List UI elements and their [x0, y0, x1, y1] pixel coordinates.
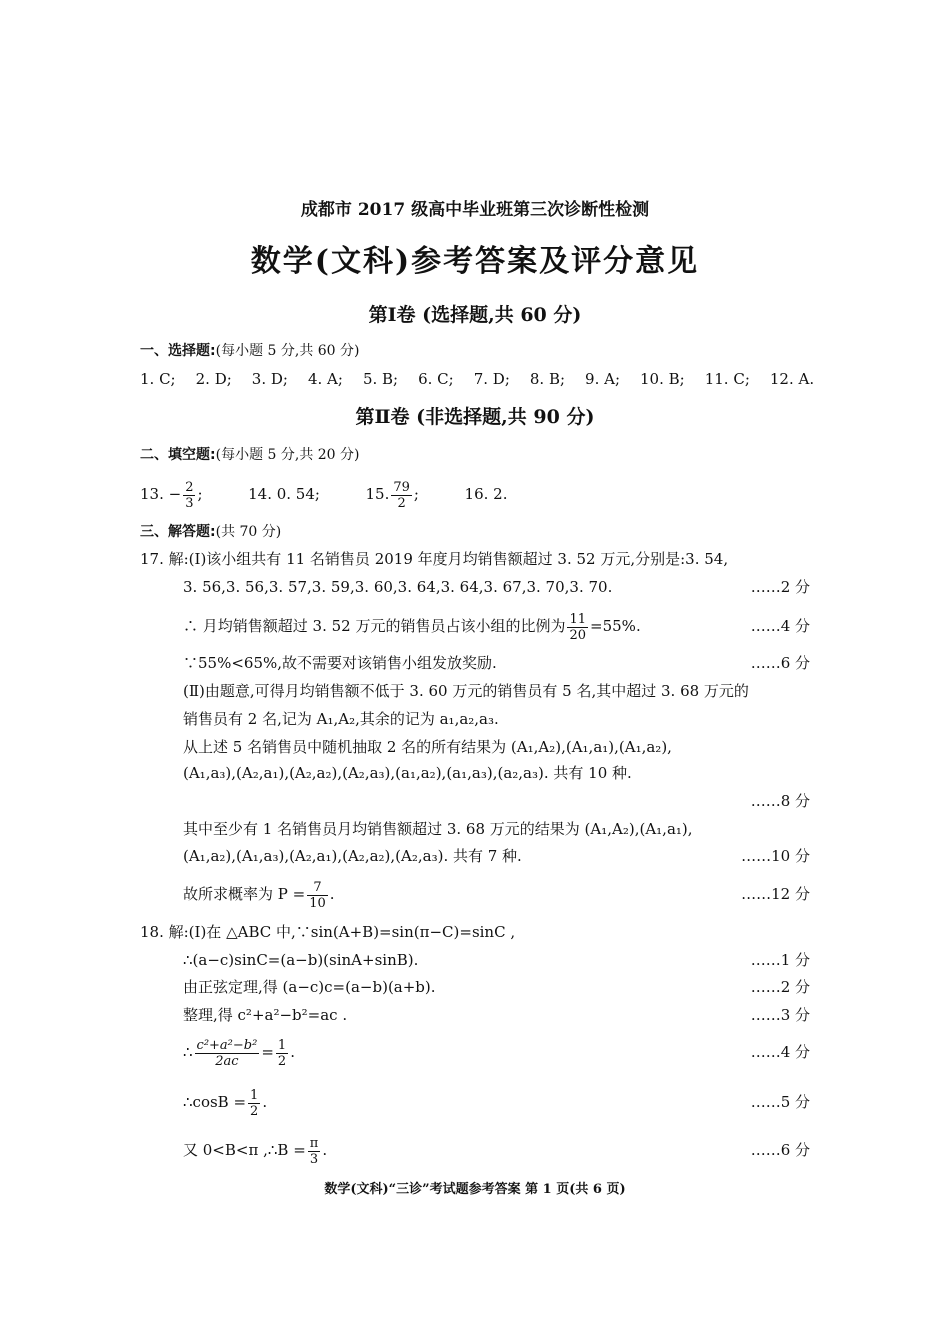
- fill-answers: [140, 474, 507, 514]
- choice-answer: 4. A;: [307, 370, 343, 388]
- q17-line-9: 其中至少有 1 名销售员月均销售额超过 3. 68 万元的结果为 (A₁,A₂),(A₁,a₁),: [183, 820, 693, 838]
- fraction: $\frac{1}{2}$: [277, 1037, 287, 1069]
- fill-answer-15: 15. $\frac{79}{2}$ ;: [365, 479, 419, 511]
- section-fill: [140, 444, 360, 465]
- fraction: $\frac{\pi}{3}$: [309, 1135, 319, 1167]
- score-mark: ……8 分: [750, 792, 810, 810]
- page-footer: 数学(文科)“三诊”考试题参考答案 第 1 页(共 6 页): [324, 1182, 626, 1197]
- q17-line-10: (A₁,a₂),(A₁,a₃),(A₂,a₁),(A₂,a₂),(A₂,a₃). 共有 7 种.: [183, 847, 522, 865]
- score-mark: ……2 分: [750, 978, 810, 996]
- q18-line-1: 18. 解:(Ⅰ)在 △ABC 中,∵sin(A+B)=sin(π−C)=sinC ,: [140, 923, 516, 941]
- section-solve-note: (共 70 分): [215, 524, 282, 540]
- score-mark: ……1 分: [750, 951, 810, 969]
- choice-answer: 8. B;: [529, 370, 566, 388]
- q18-line-3: 由正弦定理,得 (a−c)c=(a−b)(a+b).: [183, 978, 436, 996]
- choice-answers: [140, 369, 834, 389]
- choice-answer: 3. D;: [251, 370, 288, 388]
- section-solve: [140, 521, 281, 542]
- part2-heading: 第Ⅱ卷 (非选择题,共 90 分): [355, 406, 595, 428]
- score-mark: ……2 分: [750, 578, 810, 596]
- choice-answer: 6. C;: [418, 370, 454, 388]
- q17-line-8: (A₁,a₃),(A₂,a₁),(A₂,a₂),(A₂,a₃),(a₁,a₂),(a₁,a₃),(a₂,a₃). 共有 10 种.: [183, 764, 632, 782]
- section-fill-note: (每小题 5 分,共 20 分): [215, 447, 360, 463]
- fraction: $\frac{1}{2}$: [250, 1087, 259, 1119]
- choice-answer: 9. A;: [585, 370, 621, 388]
- q18-line-5: ∴ $\frac{\text{c²+a²−b²}}{2ac}$ = $\frac{1}{2}$ .: [183, 1037, 295, 1069]
- choice-answer: 11. C;: [704, 370, 750, 388]
- score-mark: ……4 分: [750, 1043, 810, 1061]
- choice-answer: 5. B;: [362, 370, 399, 388]
- fill-answer-14: 14. 0. 54;: [248, 485, 320, 503]
- section-choice: [140, 340, 360, 361]
- section-choice-label: 一、选择题:: [140, 343, 216, 359]
- choice-answer: 12. A.: [769, 370, 815, 388]
- score-mark: ……10 分: [741, 847, 810, 865]
- score-mark: ……12 分: [741, 885, 810, 903]
- fraction: $\frac{\text{c²+a²−b²}}{2ac}$: [196, 1037, 258, 1069]
- q18-line-6: ∴cosB = $\frac{1}{2}$ .: [183, 1087, 268, 1119]
- q17-line-4: ∵55%<65%,故不需要对该销售小组发放奖励.: [183, 654, 497, 672]
- fraction: $\frac{11}{20}$: [569, 611, 587, 643]
- q17-line-5: (Ⅱ)由题意,可得月均销售额不低于 3. 60 万元的销售员有 5 名,其中超过 3. 68 万元的: [183, 682, 749, 700]
- choice-answer: 7. D;: [473, 370, 510, 388]
- fill-answer-16: 16. 2.: [464, 485, 508, 503]
- document-title: 数学(文科)参考答案及评分意见: [250, 244, 700, 279]
- fraction: $\frac{2}{3}$: [185, 479, 194, 511]
- q17-line-7: 从上述 5 名销售员中随机抽取 2 名的所有结果为 (A₁,A₂),(A₁,a₁),(A₁,a₂),: [183, 738, 672, 756]
- exam-subtitle: 成都市 2017 级高中毕业班第三次诊断性检测: [300, 200, 650, 220]
- section-fill-label: 二、填空题:: [140, 447, 216, 463]
- score-mark: ……5 分: [750, 1093, 810, 1111]
- score-mark: ……6 分: [750, 1141, 810, 1159]
- score-mark: ……6 分: [750, 654, 810, 672]
- q17-line-11: 故所求概率为 P = $\frac{7}{10}$ .: [183, 879, 335, 911]
- choice-answer: 10. B;: [640, 370, 685, 388]
- score-mark: ……4 分: [750, 617, 810, 635]
- choice-answer: 1. C;: [140, 370, 176, 388]
- fill-answer-13: 13. − $\frac{2}{3}$ ;: [140, 479, 203, 511]
- section-solve-label: 三、解答题:: [140, 524, 216, 540]
- q18-line-2: ∴(a−c)sinC=(a−b)(sinA+sinB).: [183, 951, 419, 969]
- choice-answer: 2. D;: [195, 370, 232, 388]
- part1-heading: 第Ⅰ卷 (选择题,共 60 分): [368, 304, 582, 326]
- fraction: $\frac{7}{10}$: [309, 879, 326, 911]
- section-choice-note: (每小题 5 分,共 60 分): [215, 343, 360, 359]
- q18-line-4: 整理,得 c²+a²−b²=ac .: [183, 1006, 348, 1024]
- q17-line-2: 3. 56,3. 56,3. 57,3. 59,3. 60,3. 64,3. 64,3. 67,3. 70,3. 70.: [183, 578, 613, 596]
- q17-line-6: 销售员有 2 名,记为 A₁,A₂,其余的记为 a₁,a₂,a₃.: [183, 710, 499, 728]
- fraction: $\frac{79}{2}$: [393, 479, 410, 511]
- q17-line-1: 17. 解:(Ⅰ)该小组共有 11 名销售员 2019 年度月均销售额超过 3. 52 万元,分别是:3. 54,: [140, 550, 729, 568]
- score-mark: ……3 分: [750, 1006, 810, 1024]
- q17-line-3: ∴ 月均销售额超过 3. 52 万元的销售员占该小组的比例为 $\frac{11}{20}$ =55%.: [183, 611, 641, 643]
- q18-line-7: 又 0<B<π ,∴B = $\frac{\pi}{3}$ .: [183, 1135, 328, 1167]
